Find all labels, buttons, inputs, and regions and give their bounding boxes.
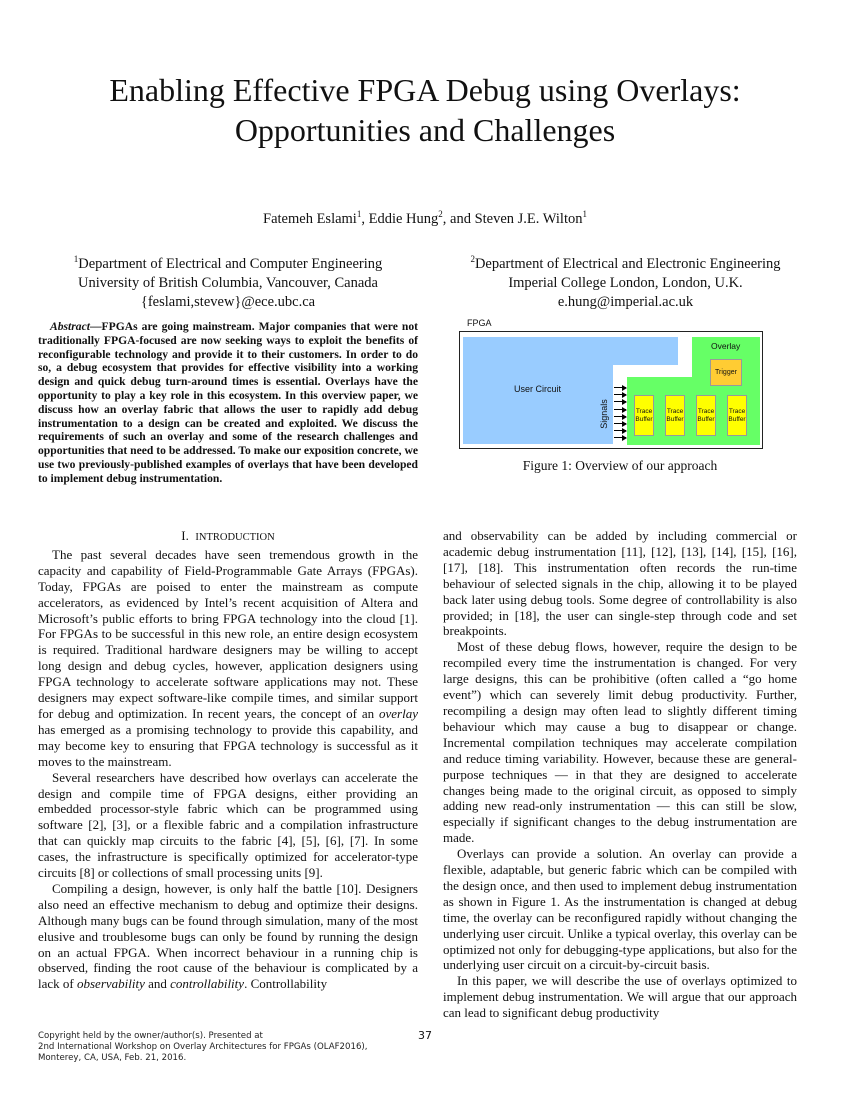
section-title: INTRODUCTION <box>195 532 275 543</box>
trace-buffer-label: Trace <box>697 408 715 415</box>
figure-overlay-label: Overlay <box>711 341 741 351</box>
abstract <box>38 320 418 486</box>
paragraph-text: The past several decades have seen tremendous growth in the capacity and capability of Field-Programmable Gate Arrays (FPGAs). Today, FPGAs are poised to enter the mainstream as compute accelerators, as evidenced by Intel’s recent acquisition of Altera and Microsoft’s public efforts to bring FPGA technology into the cloud [1]. For FPGAs to be successful in this new role, an entire design ecosystem is required. Traditional hardware designers may be willing to accept long design and debug cycles, however, application designers using FPGA technology to accelerate software applications may not. These designers may expect software-like compile times, and similar support for debug and optimization. In recent years, the concept of an <box>38 546 418 721</box>
paragraph: Most of these debug flows, however, require the design to be recompiled every time the instrumentation is changed. For very large designs, this can be prohibitive (often called a “go home event”) which can severely limit debug productivity. Further, recompiling a design may often lead to slightly different timing behaviour which may cause a bug to disappear or change. Incremental compilation techniques may accelerate compilation and reduce timing variability. However, because these are general-purpose techniques — in that they are designed to accelerate changes being made to the original circuit, as opposed to simply adding new read-only instrumentation — this can still be slow, especially if significant changes to the debug instrumentation are made. <box>443 639 797 846</box>
author-affiliation-mark: 2 <box>438 209 443 219</box>
signal-arrow-icon <box>614 401 626 402</box>
emphasis: overlay <box>379 705 418 721</box>
figure-fpga-label: FPGA <box>467 318 492 328</box>
figure-trace-buffer <box>634 395 654 436</box>
affiliation-department: Department of Electrical and Electronic Engineering <box>474 255 781 272</box>
paragraph-text: has emerged as a promising technology to provide this capability, and may become key to ensuring that FPGA technology is successful as it moves to the mainstream. <box>38 721 418 769</box>
paragraph: Overlays can provide a solution. An overlay can provide a flexible, adaptable, but generic fabric which can be compiled with the design once, and then used to implement debug instrumentation as shown in Figure 1. As the instrumentation is changed at debug time, the overlay can be reconfigured rapidly without changing the underlying user circuit. Unlike a typical overlay, this overlay can be optimized not only for debugging-type applications, but also for the underlying user circuit on a circuit-by-circuit basis. <box>443 846 797 973</box>
affiliation-number: 2 <box>470 254 475 264</box>
paragraph: In this paper, we will describe the use of overlays optimized to implement debug instrumentation. We will argue that our approach can lead to significant debug productivity <box>443 973 797 1021</box>
affiliation-number: 1 <box>73 254 79 264</box>
signal-arrow-icon <box>614 394 626 395</box>
footer-line: 2nd International Workshop on Overlay Architectures for FPGAs (OLAF2016), <box>38 1042 368 1052</box>
paper-title <box>0 70 850 150</box>
trace-buffer-label: Buffer <box>697 416 715 423</box>
trace-buffer-label: Buffer <box>635 416 653 423</box>
trace-buffer-label: Buffer <box>666 416 684 423</box>
trace-buffer-label: Trace <box>666 408 684 415</box>
author-name: Fatemeh Eslami <box>263 210 357 227</box>
left-column <box>38 528 418 992</box>
affiliation-institution: Imperial College London, London, U.K. <box>508 274 743 291</box>
paragraph-text: . Controllability <box>244 976 328 992</box>
affiliation-institution: University of British Columbia, Vancouver, Canada <box>78 274 378 291</box>
figure-signals-label: Signals <box>599 399 609 429</box>
paragraph <box>38 547 418 770</box>
figure-user-circuit-bottom <box>463 364 613 444</box>
figure-user-circuit-label: User Circuit <box>514 384 562 394</box>
figure-trigger: Trigger <box>710 359 742 386</box>
paragraph-text: and <box>144 976 171 992</box>
trace-buffer-label: Trace <box>728 408 746 415</box>
footer-line: Monterey, CA, USA, Feb. 21, 2016. <box>38 1053 187 1063</box>
affiliation-email[interactable]: e.hung@imperial.ac.uk <box>557 293 694 310</box>
signal-arrow-icon <box>614 430 626 431</box>
paragraph-text: Compiling a design, however, is only half the battle [10]. Designers also need an effective mechanism to debug and optimize their designs. Although many bugs can be found through simulation, many of the most elusive and troublesome bugs can only be found by running the design on an actual FPGA. When incorrect behaviour in a running chip is observed, finding the root cause of the behaviour is complicated by a lack of <box>38 880 418 992</box>
title-line-1: Enabling Effective FPGA Debug using Overlays: <box>109 72 741 108</box>
author-name: Steven J.E. Wilton <box>474 210 583 227</box>
affiliation-2 <box>443 250 808 312</box>
right-column <box>443 528 797 1021</box>
author-affiliation-mark: 1 <box>356 209 362 219</box>
signal-arrow-icon <box>614 423 626 424</box>
signal-arrow-icon <box>614 409 626 410</box>
page-number: 37 <box>418 1029 432 1042</box>
figure-caption: Figure 1: Overview of our approach <box>522 458 718 473</box>
section-heading <box>38 528 418 546</box>
figure-user-circuit-top <box>463 337 678 365</box>
footer-line: Copyright held by the owner/author(s). Presented at <box>38 1031 263 1041</box>
paragraph: Several researchers have described how overlays can accelerate the design and compile time of FPGA designs, either providing an embedded processor-style fabric which can be programmed using software [2], [3], or a flexible fabric and a compilation infrastructure that can quickly map circuits to the fabric [4], [5], [6], [7]. In some cases, the infrastructure is specifically optimized for accelerator-type circuits [8] or collections of small processing units [9]. <box>38 769 418 881</box>
paragraph: and observability can be added by including commercial or academic debug instrumentation [11], [12], [13], [14], [15], [16], [17], [18]. This instrumentation often records the run-time behaviour of selected signals in the chip, allowing it to be played back later using debug tools. Some degree of controllability is also provided; in [18], the user can single-step through code and set breakpoints. <box>443 528 797 639</box>
affiliation-department: Department of Electrical and Computer Engineering <box>78 255 383 272</box>
author-separator: , <box>361 210 369 227</box>
affiliation-1 <box>38 250 418 312</box>
author-name: Eddie Hung <box>368 210 439 227</box>
emphasis: controllability <box>170 976 245 992</box>
emphasis: observability <box>76 976 145 992</box>
figure-trace-buffer <box>665 395 685 436</box>
signal-arrow-icon <box>614 416 626 417</box>
author-affiliation-mark: 1 <box>582 209 587 219</box>
section-number: I. <box>181 528 189 543</box>
trace-buffer-label: Trace <box>635 408 653 415</box>
abstract-text: —FPGAs are going mainstream. Major companies that were not traditionally FPGA-focused are now seeking ways to exploit the benefits of reconfigurable technology and provide it to their customers. In order to do so, a debug ecosystem that provides for effective visibility into a working design and quick debug turn-around times is essential. Overlays have the opportunity to play a key role in this ecosystem. In this overview paper, we discuss how an overlay fabric that allows the user to rapidly add debug instrumentation to a design can be created and exploited. We discuss the requirements of such an overlay and some of the research challenges and opportunities that need to be addressed. To make our exposition concrete, we use two previously-published examples of overlays that have been developed to implement debug instrumentation. <box>38 320 418 485</box>
affiliation-email[interactable]: {feslami,stevew}@ece.ubc.ca <box>140 293 316 310</box>
title-line-2: Opportunities and Challenges <box>234 112 616 148</box>
abstract-label: Abstract <box>50 320 90 333</box>
author-separator: , and <box>442 210 475 227</box>
figure-trace-buffer <box>727 395 747 436</box>
copyright-footer <box>38 1031 368 1064</box>
figure-trace-buffer <box>696 395 716 436</box>
signal-arrow-icon <box>614 437 626 438</box>
signal-arrow-icon <box>614 387 626 388</box>
paragraph <box>38 881 418 992</box>
trace-buffer-label: Buffer <box>728 416 746 423</box>
author-list <box>0 209 850 228</box>
